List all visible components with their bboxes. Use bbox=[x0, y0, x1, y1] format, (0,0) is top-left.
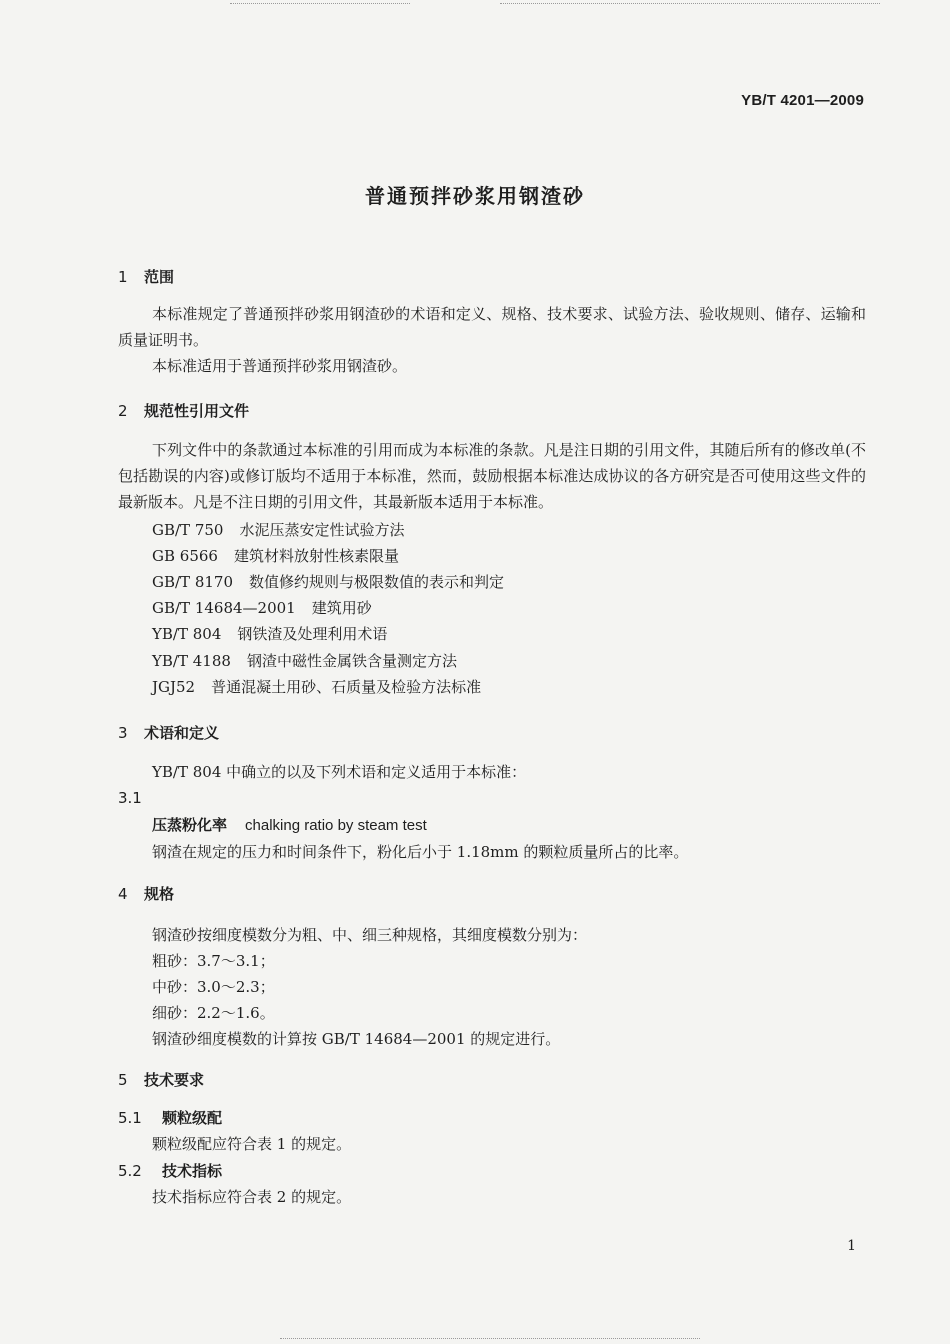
reference-item bbox=[152, 571, 504, 592]
spec-line: 钢渣砂细度模数的计算按 GB/T 14684—2001 的规定进行。 bbox=[152, 1030, 561, 1048]
reference-code: GB/T 14684—2001 bbox=[152, 599, 296, 617]
reference-code: YB/T 4188 bbox=[152, 652, 231, 670]
reference-item bbox=[152, 650, 457, 671]
section-2-para-1: 下列文件中的条款通过本标准的引用而成为本标准的条款。凡是注日期的引用文件，其随后所有的修改单(不包括勘误的内容)或修订版均不适用于本标准，然而，鼓励根据本标准达成协议的各方研究是否可使用这些文件的最新版本。凡是不注日期的引用文件，其最新版本适用于本标准。 bbox=[118, 441, 866, 511]
reference-name: 水泥压蒸安定性试验方法 bbox=[239, 521, 405, 539]
reference-item bbox=[152, 519, 404, 540]
reference-code: YB/T 804 bbox=[152, 625, 222, 643]
section-title: 规范性引用文件 bbox=[144, 402, 250, 420]
section-number: 2 bbox=[118, 402, 128, 420]
section-5-heading bbox=[118, 1069, 204, 1090]
document-title: 普通预拌砂浆用钢渣砂 bbox=[365, 184, 585, 208]
reference-code: GB/T 750 bbox=[152, 521, 224, 539]
section-title: 技术要求 bbox=[144, 1071, 205, 1089]
section-1-para-2: 本标准适用于普通预拌砂浆用钢渣砂。 bbox=[152, 357, 408, 375]
page-number: 1 bbox=[847, 1238, 856, 1254]
reference-code: JGJ52 bbox=[152, 678, 196, 696]
section-title: 颗粒级配 bbox=[162, 1109, 223, 1127]
scan-artifact-bottom bbox=[280, 1338, 700, 1340]
section-number: 5.2 bbox=[118, 1162, 142, 1180]
section-number: 5.1 bbox=[118, 1109, 142, 1127]
reference-name: 普通混凝土用砂、石质量及检验方法标准 bbox=[211, 678, 482, 696]
section-5-2-text: 技术指标应符合表 2 的规定。 bbox=[152, 1188, 352, 1206]
section-3-1-heading bbox=[118, 789, 162, 807]
section-title: 规格 bbox=[144, 885, 175, 903]
spec-line: 粗砂：3.7～3.1； bbox=[152, 952, 275, 970]
reference-name: 建筑材料放射性核素限量 bbox=[233, 547, 399, 565]
spec-line: 钢渣砂按细度模数分为粗、中、细三种规格，其细度模数分别为： bbox=[152, 926, 588, 944]
section-3-heading bbox=[118, 722, 219, 743]
reference-code: GB/T 8170 bbox=[152, 573, 234, 591]
section-number: 1 bbox=[118, 268, 128, 286]
reference-name: 钢渣中磁性金属铁含量测定方法 bbox=[246, 652, 457, 670]
section-title: 术语和定义 bbox=[144, 724, 220, 742]
reference-name: 数值修约规则与极限数值的表示和判定 bbox=[249, 573, 505, 591]
reference-item bbox=[152, 676, 481, 697]
section-title: 技术指标 bbox=[162, 1162, 223, 1180]
section-number: 3 bbox=[118, 724, 128, 742]
scan-artifact-top-right bbox=[500, 3, 880, 5]
reference-item bbox=[152, 597, 372, 618]
section-5-2-heading bbox=[118, 1160, 222, 1181]
section-2-heading bbox=[118, 400, 249, 421]
spec-line: 细砂：2.2～1.6。 bbox=[152, 1004, 275, 1022]
section-4-heading bbox=[118, 883, 174, 904]
section-3-intro: YB/T 804 中确立的以及下列术语和定义适用于本标准： bbox=[152, 763, 527, 781]
term-chinese: 压蒸粉化率 bbox=[152, 816, 228, 834]
term-definition: 钢渣在规定的压力和时间条件下，粉化后小于 1.18mm 的颗粒质量所占的比率。 bbox=[152, 843, 689, 861]
term-english: chalking ratio by steam test bbox=[245, 817, 427, 834]
section-5-1-text: 颗粒级配应符合表 1 的规定。 bbox=[152, 1135, 352, 1153]
reference-name: 建筑用砂 bbox=[311, 599, 372, 617]
section-1-heading bbox=[118, 266, 174, 287]
standard-code: YB/T 4201—2009 bbox=[741, 92, 864, 109]
section-1-para-1: 本标准规定了普通预拌砂浆用钢渣砂的术语和定义、规格、技术要求、试验方法、验收规则、储存、运输和质量证明书。 bbox=[118, 305, 866, 349]
section-title: 范围 bbox=[144, 268, 175, 286]
reference-name: 钢铁渣及处理利用术语 bbox=[237, 625, 388, 643]
reference-item bbox=[152, 623, 387, 644]
section-number: 4 bbox=[118, 885, 128, 903]
term-entry bbox=[152, 814, 427, 835]
scan-artifact-top-left bbox=[230, 3, 410, 5]
reference-item bbox=[152, 545, 399, 566]
spec-line: 中砂：3.0～2.3； bbox=[152, 978, 275, 996]
section-5-1-heading bbox=[118, 1107, 222, 1128]
section-number: 5 bbox=[118, 1071, 128, 1089]
reference-code: GB 6566 bbox=[152, 547, 218, 565]
section-number: 3.1 bbox=[118, 789, 142, 807]
